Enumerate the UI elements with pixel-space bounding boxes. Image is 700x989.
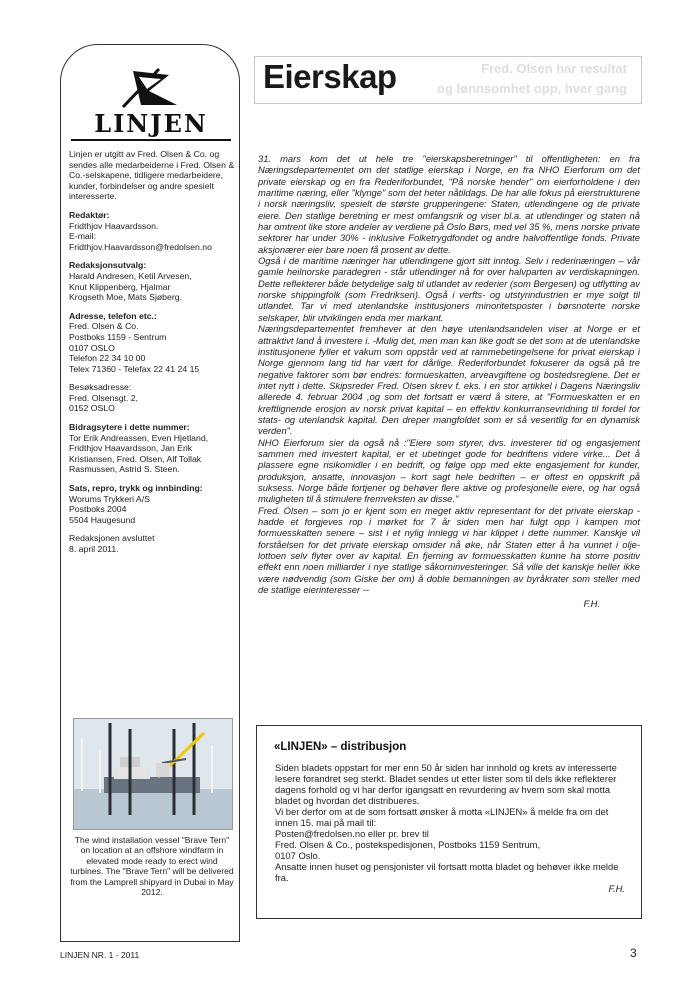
visit-line: 0152 OSLO (69, 403, 115, 414)
page-number: 3 (630, 946, 637, 960)
address-line: Fred. Olsen & Co. (69, 321, 139, 332)
editorial-article (258, 153, 640, 610)
closed-line: Redaksjonen avsluttet (69, 533, 155, 544)
print-line: 5504 Haugesund (69, 514, 136, 525)
print-line: Worums Trykkeri A/S (69, 493, 150, 504)
page-title: Eierskap (263, 58, 397, 95)
article-paragraph: 31. mars kom det ut hele tre "eierskapsberetninger" til offentligheten: en fra Næringsdepartementet om det statlige eierskap i Norge, en fra NHO Eierforum om det private eierskap og en fra Rederiforbundet, "På norske hender" om eierforholdene i den maritime næring, eller "klynge" som det heter nåtildags. De har alle fokus på eierstrukturene i norsk næringsliv, spesielt de største grupperingene: Staten, utlendingene og de private eiere. Den statlige beretning er mest omfangsrik og viser bl.a. at utlendinger og staten nå har omtrent like store andeler av verdiene på Oslo Børs, med vel 35 %, mens norske private sektorer har under 30% - inklusive Folketrygdfondet og andre halvoffentlige fonds. Private aksjonærer eier bare noen få prosent av dette. (258, 153, 640, 255)
distribution-body (275, 762, 625, 894)
article-paragraph: Næringsdepartementet fremhever at den høye utenlandsandelen viser at Norge er et attraktivt land å investere i. -Mulig det, men man kan like godt se det som at de utenlandske institusjonene fyller et vakum som oppstår ved at rammebetingelsene for privat eierskap i Norge gjennom lang tid har vært for dårlige. Rederiforbundet fokuserer da også på tre negative faktorer som bør endres: formueskatten, arveavgiftene og bostedsreglene. Det er intet nytt i dette. Skipsreder Fred. Olsen skrev f. eks. i en stor artikkel i Dagens Næringsliv allerede 4. februar 2004 ,og som det fortsatt er værd å sitere, at "Formueskatten er en kreftlignende erosjon av norsk privat kapital – en effektiv konkurransevridning til fordel for stats- og utenlandsk kapital. Den dreper mangfoldet som er så vesentlig for en dynamisk verden". (258, 323, 640, 437)
committee-line: Harald Andresen, Ketil Arvesen, (69, 270, 192, 281)
photo-caption: The wind installation vessel "Brave Tern" on location at an offshore windfarm in elevated mode ready to erect wind turbines. The "Brave Tern" will be delivered from the Lamprell shipyard in Dubai in May 2012. (70, 835, 234, 898)
logo-underline (71, 139, 231, 141)
visit-line: Fred. Olsensgt. 2, (69, 392, 139, 403)
address-line: 0107 OSLO (69, 342, 115, 353)
closed-line: 8. april 2011. (69, 544, 119, 554)
address-line: Telex 71360 - Telefax 22 41 24 15 (69, 363, 200, 374)
editor-email-label: E-mail: (69, 231, 97, 242)
issue-footer: LINJEN NR. 1 - 2011 (60, 950, 140, 960)
distribution-line: Siden bladets oppstart for mer enn 50 år siden har innhold og krets av interesserte lesere forandret seg sterkt. Bladet sendes ut etter lister som til dels ikke reflekterer dagens forhold og vi har derfor igangsatt en revurdering av hvem som skal motta bladet og hvordan det distribueres. (275, 762, 617, 806)
flag-logo-icon (119, 65, 185, 111)
distribution-line: Vi ber derfor om at de som fortsatt ønsker å motta «LINJEN» å melde fra om det innen 15. mai på mail til: (275, 806, 609, 828)
distribution-notice (256, 725, 642, 919)
print-line: Postboks 2004 (69, 504, 127, 515)
committee-line: Knut Klippenberg, Hjalmar (69, 281, 171, 292)
distribution-line: 0107 Oslo. (275, 850, 321, 861)
committee-line: Krogseth Moe, Mats Sjøberg. (69, 292, 182, 303)
address-line: Telefon 22 34 10 00 (69, 353, 146, 364)
contributors-heading: Bidragsytere i dette nummer: (69, 422, 190, 433)
masthead-info (69, 149, 239, 555)
distribution-title: «LINJEN» – distribusjon (274, 741, 407, 753)
distribution-signature: F.H. (608, 883, 625, 894)
distribution-line: Fred. Olsen & Co., postekspedisjonen, Postboks 1159 Sentrum, (275, 839, 541, 850)
contributors-line: Rasmussen, Astrid S. Steen. (69, 464, 180, 475)
editor-heading: Redaktør: (69, 209, 110, 220)
editor-name: Fridthjov Haavardsson. (69, 220, 159, 231)
article-signature: F.H. (583, 598, 600, 610)
print-heading: Sats, repro, trykk og innbinding: (69, 483, 203, 494)
contributors-line: Tor Erik Andreassen, Even Hjetland, (69, 432, 209, 443)
committee-heading: Redaksjonsutvalg: (69, 260, 147, 271)
article-paragraph: NHO Eierforum sier da også nå :"Eiere som styrer, dvs. investerer tid og engasjement sammen med investert kapital, er et ubetinget gode for bedriftens videre virke... Det å plassere egne risikomidler i en bedrift, og følge opp med ekte engasjement for kunder, produksjon, ansatte, innovasjon – kort sagt hele bedriften – er oftest en oppskrift på suksess. Norge både fortjener og behøver flere aktive og profesjonelle eiere, og har også muligheten til å stimulere fremveksten av disse." (258, 436, 640, 505)
logo-wordmark: LINJEN (94, 109, 208, 138)
distribution-line: Ansatte innen huset og pensjonister vil fortsatt motta bladet og behøver ikke melde fra. (275, 861, 619, 883)
title-banner (254, 56, 642, 104)
vessel-photo (73, 718, 233, 830)
contributors-line: Fridthjov Haavardsson, Jan Erik (69, 443, 193, 454)
address-line: Postboks 1159 - Sentrum (69, 331, 167, 342)
visit-line: Besøksadresse: (69, 382, 132, 393)
article-paragraph: Fred. Olsen – som jo er kjent som en meget aktiv representant for det private eierskap - hadde et forgjeves rop i mørket for 7 år siden men har fulgt opp i kampen mot formuesskatten senere – sist i et nylig innlegg vi har klippet i dette nummer. Kanskje vil forståelsen for det private eierskap omsider nå øke, når Staten etter å ha vunnet i olje-lottoen selv flyter over av kapital. En fjerning av formuesskatten kunne ha storre positiv effekt enn noen milliarder i nye statlige såkorninvesteringer. Så ville det kanskje heller ikke være nødvendig (som Giske ber om) å doble bemanningen av byråkrater som steller med de statlige eierinteresser -- (258, 504, 640, 596)
bleed-through-text: og lønnsomhet opp, hver gang (437, 81, 627, 96)
masthead-sidebar (60, 44, 240, 942)
address-heading: Adresse, telefon etc.: (69, 310, 157, 321)
distribution-email: Posten@fredolsen.no eller pr. brev til (275, 828, 429, 839)
article-paragraph: Også i de maritime næringer har utlendingene gjort sitt inntog. Selv i rederinæringen – vår gamle heilnorske paradegren - står utlendinger nå for over halvparten av verdiskapningen. Dette reflekterer både betydelige salg til utlandet av rederier (som Bergesen) og utflytting av norske shippingfolk (som Fredriksen). Også i verfts- og utstyrindustrien er mye solgt til utlandet. Tar vi med utenlandske institusjoners minoritetsposter i børsnoterte norske selskaper, blir utviklingen enda mer markant. (258, 255, 640, 323)
intro-text: Linjen er utgitt av Fred. Olsen & Co. og sendes alle medarbeiderne i Fred. Olsen & Co.-selskapene, tidligere medarbeidere, kunder, forbindelser og andre spesielt interesserte. (69, 149, 235, 202)
bleed-through-text: Fred. Olsen har resultat (481, 61, 627, 76)
editor-email: Fridthjov.Haavardsson@fredolsen.no (69, 241, 212, 252)
contributors-line: Kristiansen, Fred. Olsen, Alf Tollak (69, 453, 202, 464)
